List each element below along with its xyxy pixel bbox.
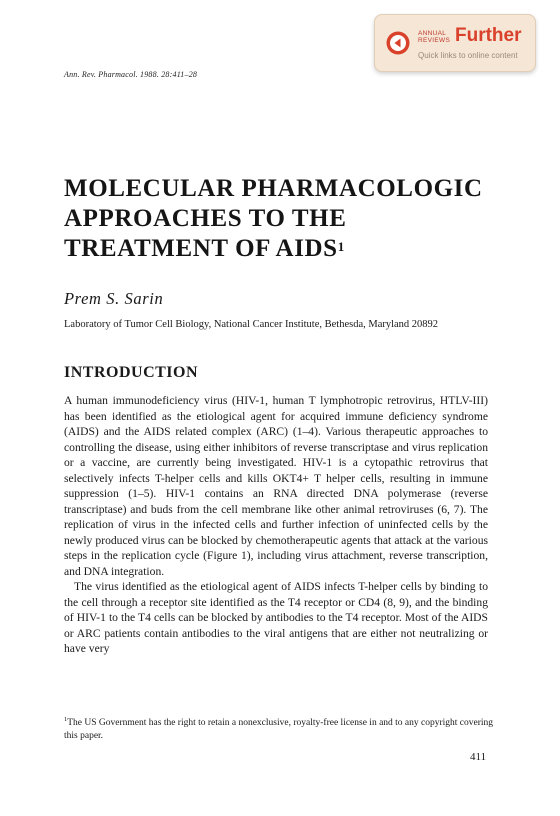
page-number: 411 xyxy=(470,751,487,763)
article-title xyxy=(64,174,504,264)
body-text xyxy=(64,393,488,657)
section-heading: INTRODUCTION xyxy=(64,364,199,381)
footnote-text: The US Government has the right to retain a nonexclusive, royalty-free license in and to any copyright covering this paper. xyxy=(64,718,494,742)
author-name: Prem S. Sarin xyxy=(64,289,164,308)
paragraph: The virus identified as the etiological agent of AIDS infects T-helper cells by binding to the cell through a receptor site identified as the T4 receptor or CD4 (8, 9), and the binding of HIV-1 to the T4 cells can be blocked by antibodies to the T4 receptor. Most of the AIDS or ARC patients contain antibodies to the viral antigens that are either not neutralizing or have very xyxy=(64,580,488,655)
further-badge[interactable] xyxy=(374,14,536,72)
title-footnote-mark: 1 xyxy=(337,239,345,254)
annual-reviews-logo: ANNUAL REVIEWS xyxy=(418,30,451,44)
badge-subtitle: Quick links to online content xyxy=(418,51,518,60)
footnote xyxy=(64,713,494,743)
journal-reference: Ann. Rev. Pharmacol. 1988. 28:411–28 xyxy=(64,70,198,79)
further-logo: Further xyxy=(455,25,522,46)
article-title-text: MOLECULAR PHARMACOLOGIC APPROACHES TO THE TREATMENT OF AIDS xyxy=(64,175,483,262)
footnote-mark: 1 xyxy=(64,716,68,723)
author-affiliation: Laboratory of Tumor Cell Biology, National Cancer Institute, Bethesda, Maryland 20892 xyxy=(64,319,439,330)
paragraph: A human immunodeficiency virus (HIV-1, human T lymphotropic retrovirus, HTLV-III) has been identified as the etiological agent for acquired immune deficiency syndrome (AIDS) and the AIDS related complex (ARC) (1–4). Various therapeutic approaches to controlling the disease, using either inhibitors of reverse transcriptase and virus replication or a vaccine, are currently being investigated. HIV-1 is a cytopathic retrovirus that selectively infects T-helper cells and kills OKT4+ T helper cells, resulting in immune suppression (1–5). HIV-1 contains an RNA directed DNA polymerase (reverse transcriptase) and buds from the cell membrane like other animal retroviruses (6, 7). The replication of virus in the infected cells and further infection of uninfected cells by the newly produced virus can be blocked by chemotherapeutic agents that attack at the various steps in the replication cycle (Figure 1), including virus attachment, reverse transcription, and DNA integration. xyxy=(64,394,488,578)
play-arrow-icon xyxy=(386,31,410,55)
